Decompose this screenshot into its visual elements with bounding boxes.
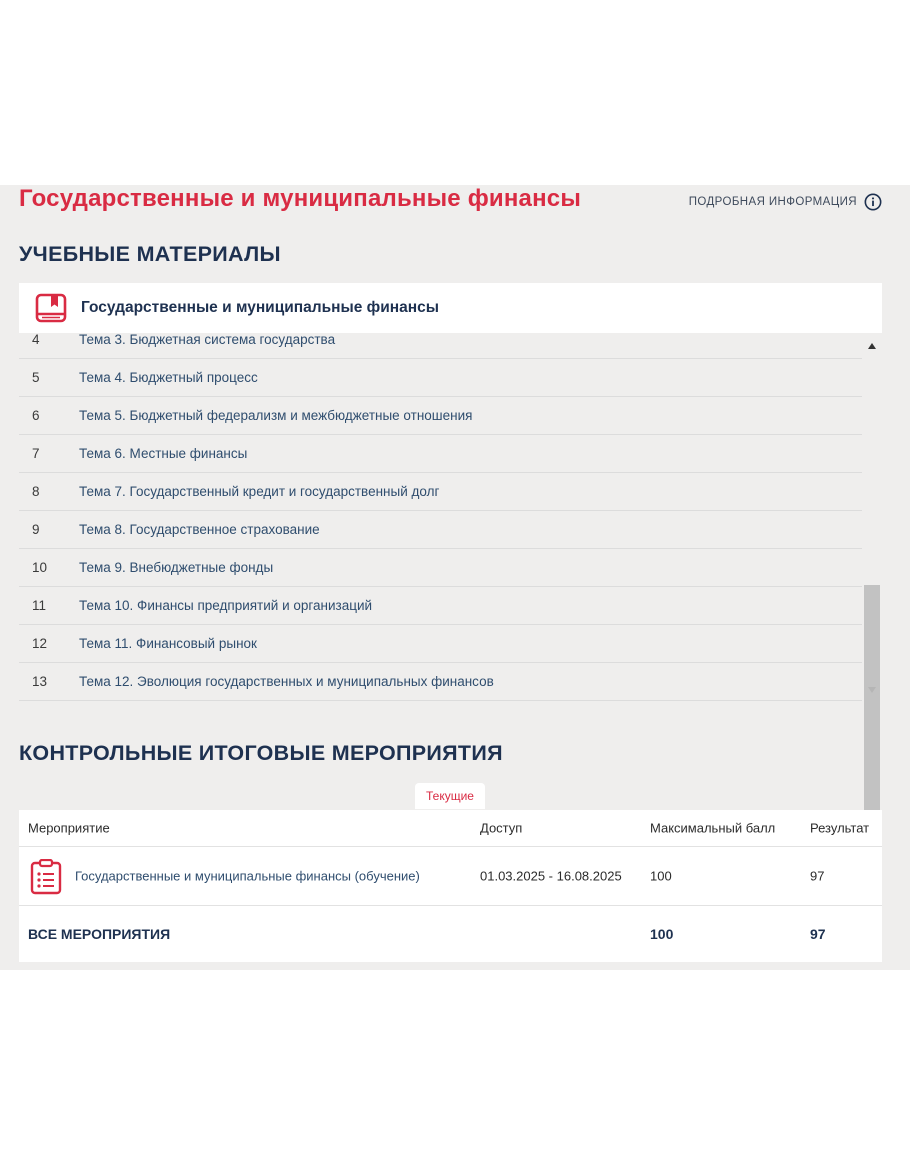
- course-panel: [0, 185, 910, 970]
- topic-number: 6: [32, 407, 40, 423]
- table-total-row: [19, 906, 882, 962]
- topic-name: Тема 7. Государственный кредит и государственный долг: [79, 483, 440, 499]
- topic-name: Тема 9. Внебюджетные фонды: [79, 559, 274, 575]
- topic-number: 8: [32, 483, 40, 499]
- material-course-header[interactable]: [19, 283, 882, 333]
- topic-number: 13: [32, 673, 48, 689]
- topics-list: [19, 333, 862, 701]
- more-info-link[interactable]: [689, 193, 882, 211]
- table-header: [19, 810, 882, 847]
- event-max-score: 100: [650, 868, 672, 884]
- more-info-label: ПОДРОБНАЯ ИНФОРМАЦИЯ: [688, 196, 857, 208]
- clipboard-icon: [30, 859, 62, 895]
- topic-row[interactable]: [19, 662, 862, 701]
- materials-section-title: УЧЕБНЫЕ МАТЕРИАЛЫ: [19, 242, 281, 266]
- topic-name: Тема 11. Финансовый рынок: [79, 635, 257, 651]
- topic-name: Тема 5. Бюджетный федерализм и межбюджетные отношения: [79, 407, 473, 423]
- column-header-result: Результат: [810, 820, 870, 836]
- topic-row[interactable]: [19, 510, 862, 549]
- page-title: Государственные и муниципальные финансы: [19, 185, 582, 212]
- topic-row[interactable]: [19, 396, 862, 435]
- topic-number: 4: [32, 333, 40, 347]
- book-icon: [35, 292, 67, 324]
- topic-row[interactable]: [19, 333, 862, 359]
- total-result: 97: [810, 926, 826, 942]
- info-icon: [864, 193, 882, 211]
- topic-number: 12: [32, 635, 48, 651]
- column-header-access: Доступ: [480, 820, 523, 836]
- topic-row[interactable]: [19, 624, 862, 663]
- topic-number: 11: [32, 597, 47, 613]
- topic-row[interactable]: [19, 586, 862, 625]
- total-max-score: 100: [650, 926, 674, 942]
- material-course-label: Государственные и муниципальные финансы: [81, 299, 439, 316]
- event-access: 01.03.2025 - 16.08.2025: [480, 868, 622, 884]
- topic-name: Тема 12. Эволюция государственных и муниципальных финансов: [79, 673, 494, 689]
- topics-scrollbar[interactable]: [862, 333, 882, 701]
- control-section-title: КОНТРОЛЬНЫЕ ИТОГОВЫЕ МЕРОПРИЯТИЯ: [19, 741, 503, 765]
- event-name-link[interactable]: Государственные и муниципальные финансы (обучение): [75, 868, 420, 884]
- topic-row[interactable]: [19, 358, 862, 397]
- column-header-max-score: Максимальный балл: [650, 820, 776, 836]
- topic-name: Тема 10. Финансы предприятий и организаций: [79, 597, 373, 613]
- topic-number: 7: [32, 445, 40, 461]
- topic-number: 9: [32, 521, 40, 537]
- column-header-event: Мероприятие: [28, 820, 110, 836]
- topic-name: Тема 4. Бюджетный процесс: [79, 369, 258, 385]
- scroll-up-arrow-icon[interactable]: [868, 343, 876, 349]
- topic-row[interactable]: [19, 548, 862, 587]
- topic-name: Тема 8. Государственное страхование: [79, 521, 320, 537]
- topic-row[interactable]: [19, 472, 862, 511]
- topic-number: 5: [32, 369, 40, 385]
- total-label: ВСЕ МЕРОПРИЯТИЯ: [28, 926, 171, 942]
- scroll-down-arrow-icon[interactable]: [868, 687, 876, 693]
- topic-name: Тема 3. Бюджетная система государства: [79, 333, 336, 347]
- scroll-thumb[interactable]: [864, 585, 880, 828]
- table-row: [19, 847, 882, 906]
- event-result: 97: [810, 868, 825, 884]
- events-table: [19, 810, 882, 962]
- topic-row[interactable]: [19, 434, 862, 473]
- topic-number: 10: [32, 559, 48, 575]
- topic-name: Тема 6. Местные финансы: [79, 445, 248, 461]
- tab-current[interactable]: Текущие: [415, 783, 485, 809]
